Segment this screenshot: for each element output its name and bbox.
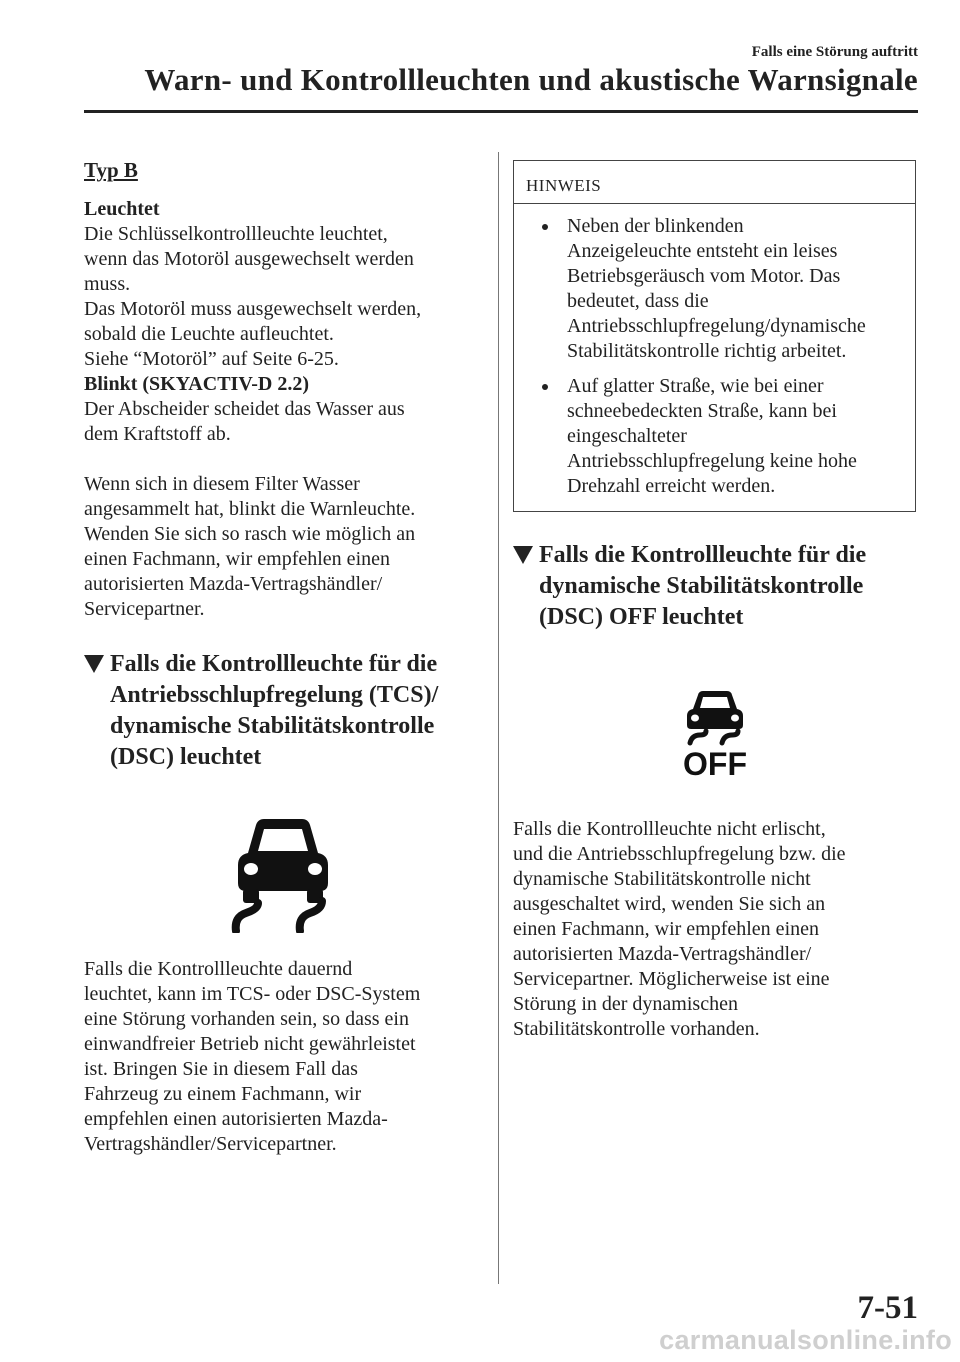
header-rule — [84, 110, 918, 113]
text-line: und die Antriebsschlupfregelung bzw. die — [513, 843, 846, 865]
blinkt-text — [84, 397, 482, 447]
bullet-dot-icon — [542, 384, 548, 390]
typ-label: Typ B — [84, 158, 138, 182]
text-line: bedeutet, dass die — [567, 290, 709, 312]
text-line: empfehlen einen autorisierten Mazda- — [84, 1108, 388, 1130]
heading-line: dynamische Stabilitätskontrolle — [110, 713, 435, 739]
heading-line: Falls die Kontrollleuchte für die — [110, 651, 438, 677]
tcs-dsc-body — [84, 957, 482, 1157]
text-line: Die Schlüsselkontrollleuchte leuchtet, — [84, 223, 388, 245]
text-line: Falls die Kontrollleuchte nicht erlischt, — [513, 818, 826, 840]
note-body — [514, 204, 915, 511]
text-line: muss. — [84, 273, 131, 295]
note-bullet — [534, 374, 905, 499]
page-number: 7-51 — [857, 1290, 918, 1326]
text-line: Der Abscheider scheidet das Wasser aus — [84, 398, 405, 420]
text-line: einen Fachmann, wir empfehlen einen — [513, 918, 819, 940]
heading-line: dynamische Stabilitätskontrolle — [539, 573, 864, 599]
dsc-off-icon — [660, 687, 770, 777]
text-line: ist. Bringen Sie in diesem Fall das — [84, 1058, 358, 1080]
heading-line: Falls die Kontrollleuchte für die — [539, 542, 867, 568]
text-line: Antriebsschlupfregelung/dynamische — [567, 315, 866, 337]
text-line: eingeschalteter — [567, 425, 687, 447]
text-line: Drehzahl erreicht werden. — [567, 475, 776, 497]
off-label: OFF — [682, 746, 747, 777]
triangle-bullet-icon — [513, 546, 533, 564]
heading-line: Antriebsschlupfregelung (TCS)/ — [110, 682, 439, 708]
right-column — [513, 160, 916, 1042]
note-bullet — [534, 214, 905, 364]
page-title: Warn- und Kontrollleuchten und akustische Warnsignale — [144, 62, 918, 97]
heading-line: (DSC) leuchtet — [110, 744, 262, 770]
text-line: Anzeigeleuchte entsteht ein leises — [567, 240, 838, 262]
text-line: autorisierten Mazda-Vertragshändler/ — [84, 573, 383, 595]
text-line: Auf glatter Straße, wie bei einer — [567, 375, 824, 397]
watermark: carmanualsonline.info — [659, 1325, 952, 1355]
text-line: Fahrzeug zu einem Fachmann, wir — [84, 1083, 362, 1105]
text-line: sobald die Leuchte aufleuchtet. — [84, 323, 334, 345]
note-box — [513, 160, 916, 512]
text-line: dem Kraftstoff ab. — [84, 423, 231, 445]
text-line: Servicepartner. Möglicherweise ist eine — [513, 968, 830, 990]
text-line: Falls die Kontrollleuchte dauernd — [84, 958, 353, 980]
water-text — [84, 472, 482, 622]
bullet-dot-icon — [542, 224, 548, 230]
text-line: Wenden Sie sich so rasch wie möglich an — [84, 523, 416, 545]
text-line: ausgeschaltet wird, wenden Sie sich an — [513, 893, 826, 915]
text-line: Wenn sich in diesem Filter Wasser — [84, 473, 360, 495]
left-column — [84, 158, 482, 1157]
text-line: leuchtet, kann im TCS- oder DSC-System — [84, 983, 421, 1005]
text-line: Das Motoröl muss ausgewechselt werden, — [84, 298, 422, 320]
text-line: wenn das Motoröl ausgewechselt werden — [84, 248, 414, 270]
text-line: autorisierten Mazda-Vertragshändler/ — [513, 943, 812, 965]
text-line: eine Störung vorhanden sein, so dass ein — [84, 1008, 409, 1030]
section-heading-dsc-off — [513, 540, 916, 633]
dsc-off-body — [513, 817, 916, 1042]
triangle-bullet-icon — [84, 655, 104, 673]
text-line: schneebedeckten Straße, kann bei — [567, 400, 837, 422]
leuchtet-label: Leuchtet — [84, 198, 160, 220]
text-line: Stabilitätskontrolle richtig arbeitet. — [567, 340, 847, 362]
text-line: Betriebsgeräusch vom Motor. Das — [567, 265, 841, 287]
text-line: einwandfreier Betrieb nicht gewährleistet — [84, 1033, 416, 1055]
heading-line: (DSC) OFF leuchtet — [539, 604, 744, 630]
text-line: Siehe “Motoröl” auf Seite 6-25. — [84, 348, 339, 370]
blinkt-label: Blinkt (SKYACTIV-D 2.2) — [84, 373, 310, 395]
text-line: Stabilitätskontrolle vorhanden. — [513, 1018, 760, 1040]
text-line: Antriebsschlupfregelung keine hohe — [567, 450, 857, 472]
note-title: HINWEIS — [514, 161, 915, 204]
text-line: dynamische Stabilitätskontrolle nicht — [513, 868, 811, 890]
section-heading-tcs-dsc — [84, 649, 482, 773]
leuchtet-text — [84, 222, 482, 372]
text-line: Vertragshändler/Servicepartner. — [84, 1133, 337, 1155]
dsc-warning-icon — [218, 813, 348, 933]
column-divider — [498, 152, 499, 1284]
text-line: Störung in der dynamischen — [513, 993, 738, 1015]
text-line: Servicepartner. — [84, 598, 205, 620]
section-label: Falls eine Störung auftritt — [751, 44, 918, 60]
text-line: einen Fachmann, wir empfehlen einen — [84, 548, 390, 570]
text-line: angesammelt hat, blinkt die Warnleuchte. — [84, 498, 416, 520]
text-line: Neben der blinkenden — [567, 215, 744, 237]
